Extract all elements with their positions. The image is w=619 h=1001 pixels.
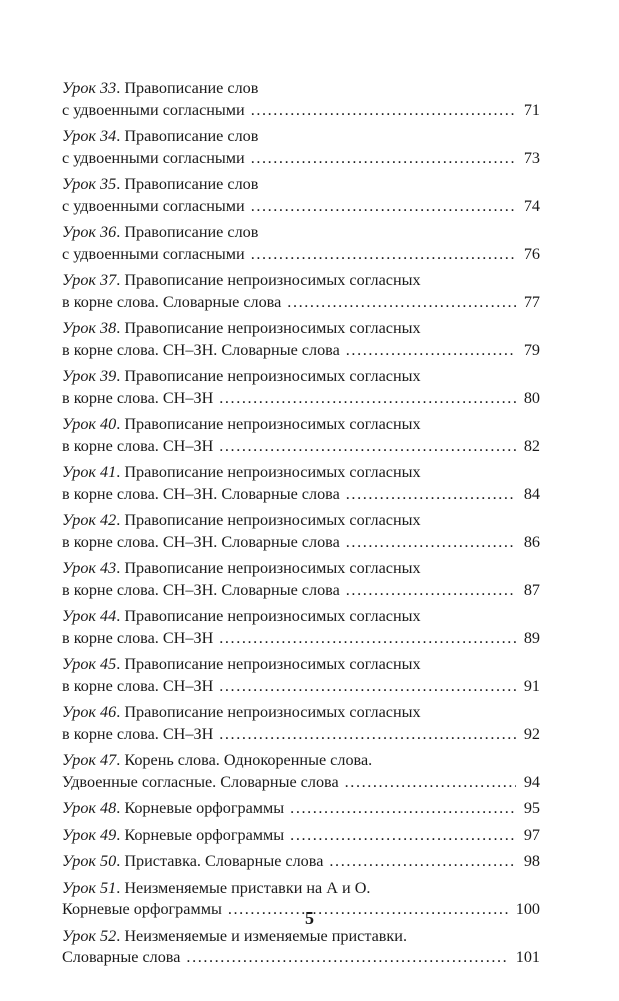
toc-entry-title-line: Урок 33. Правописание слов [62,79,259,97]
lesson-title: Правописание слов [124,223,259,241]
lesson-number: Урок 44 [62,607,117,625]
page-reference: 97 [523,825,540,844]
table-of-contents [62,78,540,974]
lesson-title-text: Удвоенные согласные. Словарные слова [62,772,339,791]
dot-leader [346,580,516,602]
dot-leader [346,340,516,362]
toc-entry [62,462,540,505]
toc-entry-title-line: Урок 42. Правописание непроизносимых согласных [62,511,421,529]
toc-entry-leader-line [62,628,540,650]
toc-entry-leader-line [62,436,540,458]
toc-entry [62,174,540,217]
lesson-title: Корень слова. Однокоренные слова. [124,751,373,769]
lesson-number: Урок 41 [62,463,117,481]
dot-leader [219,628,516,650]
toc-entry-leader-line [62,676,540,698]
lesson-title-text: Корневые орфограммы [124,799,285,817]
lesson-title-text: в корне слова. СН–ЗН [62,676,214,695]
dot-leader [346,532,516,554]
page-reference: 77 [523,292,540,311]
lesson-title-text: с удвоенными согласными [62,100,245,119]
toc-entry-leader-line [62,825,540,847]
page-reference: 80 [523,388,540,407]
toc-entry-leader-line [62,340,540,362]
lesson-number: Урок 37 [62,271,117,289]
dot-leader [219,724,516,746]
lesson-number: Урок 51 [62,878,117,897]
page-reference: 71 [523,100,540,119]
page-reference: 84 [523,484,540,503]
lesson-title: Правописание непроизносимых согласных [124,559,421,577]
lesson-number: Урок 36 [62,223,117,241]
lesson-title-text: в корне слова. СН–ЗН [62,628,214,647]
lesson-title: Правописание непроизносимых согласных [124,415,421,433]
page-reference: 73 [523,148,540,167]
lesson-number: Урок 42 [62,511,117,529]
lesson-title: Правописание слов [124,79,259,97]
lesson-title: Правописание непроизносимых согласных [124,511,421,529]
dot-leader [251,196,516,218]
toc-entry-title-line: Урок 44. Правописание непроизносимых согласных [62,607,421,625]
lesson-title-continuation: Урок 50. Приставка. Словарные слова [62,852,324,870]
toc-entry-title-line: Урок 40. Правописание непроизносимых согласных [62,415,421,433]
lesson-title-text: в корне слова. СН–ЗН. Словарные слова [62,484,340,503]
dot-leader [290,798,516,820]
lesson-title-continuation [62,100,245,122]
page-reference: 87 [523,580,540,599]
lesson-title-text: Корневые орфограммы [124,825,285,844]
page-reference: 95 [523,799,540,817]
lesson-number: Урок 46 [62,703,117,721]
lesson-title: Правописание слов [124,127,259,145]
toc-entry [62,414,540,457]
lesson-title: Правописание слов [124,175,259,193]
toc-entry [62,78,540,121]
toc-entry [62,366,540,409]
lesson-title: Правописание непроизносимых согласных [124,655,421,673]
toc-entry [62,270,540,313]
toc-entry [62,558,540,601]
toc-entry-leader-line [62,851,540,873]
lesson-title-text: в корне слова. СН–ЗН [62,436,214,455]
lesson-number: Урок 43 [62,559,117,577]
toc-entry [62,702,540,745]
lesson-title-text: Корневые орфограммы [62,900,222,918]
page-reference: 79 [523,340,540,359]
lesson-number: Урок 52 [62,926,117,945]
lesson-number: Урок 45 [62,655,117,673]
toc-entry [62,654,540,697]
toc-entry-leader-line [62,484,540,506]
dot-leader [287,292,516,314]
lesson-title-continuation [62,244,245,266]
toc-entry-leader-line [62,532,540,554]
lesson-number: Урок 33 [62,79,117,97]
lesson-number: Урок 49 [62,825,117,844]
lesson-title: Неизменяемые и изменяемые приставки. [124,926,408,945]
lesson-number: Урок 47 [62,751,117,769]
toc-entry [62,926,540,969]
dot-leader [219,436,516,458]
lesson-title-text: с удвоенными согласными [62,244,245,263]
lesson-title-continuation [62,148,245,170]
toc-entry [62,825,540,847]
lesson-title-text: с удвоенными согласными [62,148,245,167]
toc-entry [62,126,540,169]
lesson-title-text: Словарные слова [62,948,181,966]
dot-leader [219,676,516,698]
dot-leader [251,148,516,170]
lesson-title-continuation [62,676,213,698]
dot-leader [251,244,516,266]
lesson-title-text: Приставка. Словарные слова [124,852,324,870]
lesson-title-text: в корне слова. СН–ЗН. Словарные слова [62,580,340,599]
page-reference: 74 [523,196,540,215]
lesson-number: Урок 40 [62,415,117,433]
lesson-title: Неизменяемые приставки на А и О. [124,878,371,897]
toc-entry-leader-line [62,772,540,794]
page-reference: 91 [523,676,540,695]
lesson-title-text: в корне слова. СН–ЗН. Словарные слова [62,532,340,551]
toc-entry-title-line: Урок 45. Правописание непроизносимых согласных [62,655,421,673]
toc-entry-leader-line [62,798,540,820]
toc-entry-leader-line [62,148,540,170]
lesson-title-continuation [62,628,213,650]
lesson-title-continuation [62,484,340,506]
dot-leader [346,484,516,506]
toc-entry-leader-line [62,388,540,410]
dot-leader [186,947,507,969]
lesson-title-continuation [62,340,340,362]
toc-entry-title-line: Урок 51. Неизменяемые приставки на А и О. [62,878,371,897]
toc-entry-leader-line [62,100,540,122]
toc-entry [62,798,540,820]
lesson-title-continuation [62,580,340,602]
page-reference: 98 [523,852,540,870]
page-reference: 86 [523,532,540,551]
lesson-number: Урок 39 [62,367,117,385]
toc-entry [62,851,540,873]
lesson-title: Правописание непроизносимых согласных [124,319,421,337]
lesson-title: Правописание непроизносимых согласных [124,271,421,289]
toc-entry-leader-line [62,724,540,746]
toc-entry [62,318,540,361]
dot-leader [290,825,516,847]
lesson-title: Правописание непроизносимых согласных [124,703,421,721]
toc-entry-title-line: Урок 35. Правописание слов [62,175,259,193]
toc-entry-leader-line [62,947,540,969]
lesson-title: Правописание непроизносимых согласных [124,463,421,481]
dot-leader [329,851,515,873]
lesson-title: Правописание непроизносимых согласных [124,607,421,625]
toc-entry-leader-line [62,196,540,218]
lesson-number: Урок 34 [62,127,117,145]
page-reference: 100 [515,900,540,918]
toc-entry-title-line: Урок 36. Правописание слов [62,223,259,241]
toc-entry-title-line: Урок 41. Правописание непроизносимых согласных [62,463,421,481]
lesson-title-continuation [62,436,213,458]
toc-entry [62,222,540,265]
page-reference: 92 [523,724,540,743]
lesson-title-text: в корне слова. СН–ЗН. Словарные слова [62,340,340,359]
lesson-title-text: в корне слова. СН–ЗН [62,388,214,407]
toc-entry-title-line: Урок 46. Правописание непроизносимых согласных [62,703,421,721]
lesson-title-continuation [62,388,213,410]
toc-entry-leader-line [62,292,540,314]
dot-leader [345,772,516,794]
lesson-title-continuation [62,772,339,794]
lesson-title-continuation [62,947,180,969]
page-reference: 89 [523,628,540,647]
lesson-title-text: в корне слова. СН–ЗН [62,724,214,743]
lesson-number: Урок 48 [62,799,117,817]
lesson-title-continuation [62,196,245,218]
lesson-title: Правописание непроизносимых согласных [124,367,421,385]
toc-entry [62,750,540,793]
toc-entry [62,510,540,553]
page-number: 5 [305,908,314,928]
toc-entry-leader-line [62,244,540,266]
lesson-number: Урок 38 [62,319,117,337]
lesson-title-text: в корне слова. Словарные слова [62,292,282,311]
toc-entry-title-line: Урок 37. Правописание непроизносимых согласных [62,271,421,289]
page-reference: 101 [515,948,540,966]
lesson-title-continuation [62,292,281,314]
dot-leader [219,388,516,410]
toc-entry-title-line: Урок 43. Правописание непроизносимых согласных [62,559,421,577]
lesson-title-text: с удвоенными согласными [62,196,245,215]
lesson-number: Урок 35 [62,175,117,193]
toc-entry-title-line: Урок 52. Неизменяемые и изменяемые приставки. [62,926,408,945]
toc-entry-leader-line [62,580,540,602]
toc-entry-title-line: Урок 34. Правописание слов [62,127,259,145]
lesson-title-continuation: Урок 49. Корневые орфограммы [62,825,285,844]
toc-entry-title-line: Урок 47. Корень слова. Однокоренные слова. [62,751,373,769]
page-reference: 94 [523,772,540,791]
page-reference: 82 [523,436,540,455]
dot-leader [251,100,516,122]
lesson-number: Урок 50 [62,852,117,870]
lesson-title-continuation: Урок 48. Корневые орфограммы [62,799,285,817]
lesson-title-continuation [62,724,213,746]
toc-entry-title-line: Урок 38. Правописание непроизносимых согласных [62,319,421,337]
lesson-title-continuation [62,532,340,554]
toc-entry [62,606,540,649]
toc-entry-title-line: Урок 39. Правописание непроизносимых согласных [62,367,421,385]
page-reference: 76 [523,244,540,263]
